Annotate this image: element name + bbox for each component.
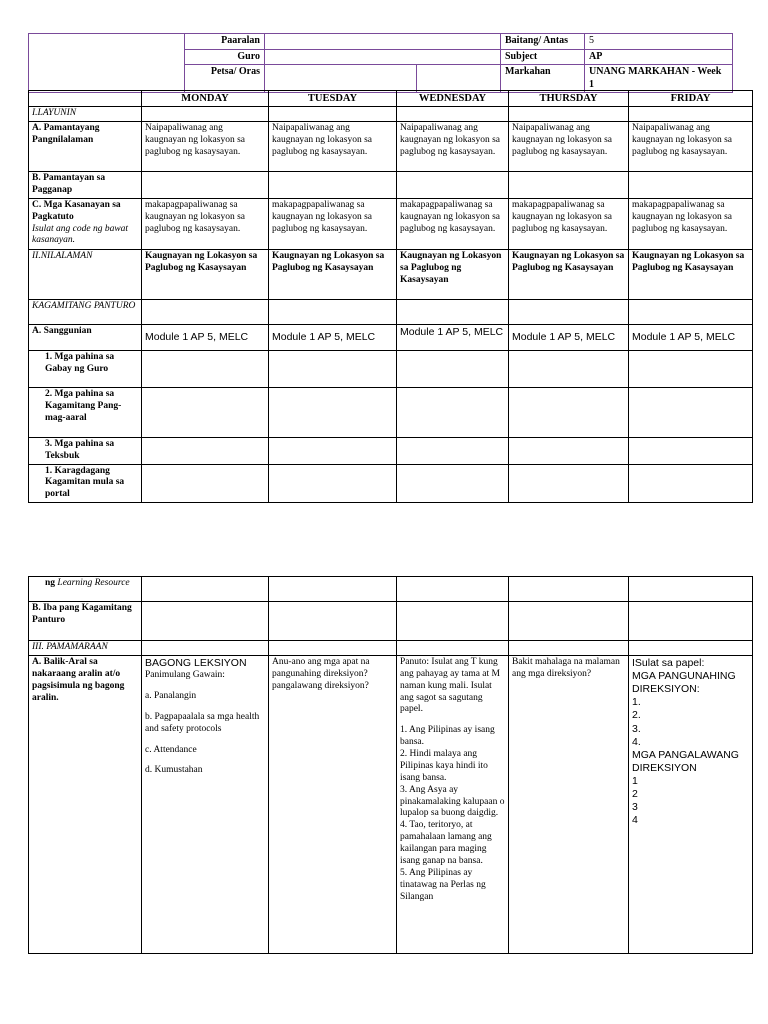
wednesday-item: 1. Ang Pilipinas ay isang bansa.: [400, 725, 495, 748]
lesson-plan-table: [28, 90, 753, 503]
sanggunian-label: A. Sanggunian: [29, 324, 142, 350]
friday-line1: ISulat sa papel:: [632, 656, 705, 669]
kagamitan-heading: KAGAMITANG PANTURO: [29, 299, 142, 324]
monday-item-d: d. Kumustahan: [145, 765, 203, 776]
monday-title: BAGONG LEKSIYON: [145, 656, 247, 669]
module-thursday: Module 1 AP 5, MELC: [509, 324, 629, 350]
day-tuesday: TUESDAY: [269, 91, 397, 107]
header-logo-cell: [29, 34, 185, 93]
day-wednesday: WEDNESDAY: [397, 91, 509, 107]
monday-item-b: b. Pagpapaalala sa mga health and safety protocols: [145, 711, 260, 734]
kasanayan-monday: makapagpapaliwanag sa kaugnayan ng lokasyon sa paglubog ng kasaysayan.: [142, 198, 269, 249]
karagdagang-label: 1. Karagdagang Kagamitan mula sa portal: [29, 464, 142, 503]
friday-list1-item: 3.: [632, 722, 641, 735]
gabay-label: 1. Mga pahina sa Gabay ng Guro: [29, 350, 142, 387]
lesson-plan-table-continued: [28, 576, 753, 954]
balik-friday: [629, 655, 753, 953]
layunin-heading: I.LAYUNIN: [29, 107, 142, 122]
wednesday-item: 5. Ang Pilipinas ay tinatawag na Perlas ng Silangan: [400, 867, 486, 902]
subject-value: AP: [585, 49, 733, 65]
guro-label: Guro: [185, 49, 265, 65]
nilalaman-tuesday: Kaugnayan ng Lokasyon sa Paglubog ng Kasaysayan: [269, 249, 397, 299]
kasanayan-friday: makapagpapaliwanag sa kaugnayan ng lokasyon sa paglubog ng kasaysayan.: [629, 198, 753, 249]
petsa-label: Petsa/ Oras: [185, 65, 265, 93]
nilalaman-thursday: Kaugnayan ng Lokasyon sa Paglubog ng Kasaysayan: [509, 249, 629, 299]
pamantayang-friday: Naipapaliwanag ang kaugnayan ng lokasyon sa paglubog ng kasaysayan.: [629, 122, 753, 172]
baitang-label: Baitang/ Antas: [501, 34, 585, 50]
module-wednesday: Module 1 AP 5, MELC: [397, 324, 509, 350]
monday-item-c: c. Attendance: [145, 744, 197, 755]
pagganap-label: B. Pamantayan sa Pagganap: [29, 172, 142, 199]
kasanayan-thursday: makapagpapaliwanag sa kaugnayan ng lokasyon sa paglubog ng kasaysayan.: [509, 198, 629, 249]
pamamaraan-heading: III. PAMAMARAAN: [29, 641, 142, 656]
learning-resource-label: ng Learning Resource: [29, 577, 142, 602]
pamantayang-thursday: Naipapaliwanag ang kaugnayan ng lokasyon sa paglubog ng kasaysayan.: [509, 122, 629, 172]
friday-list1-item: 1.: [632, 696, 641, 709]
friday-list1-item: 4.: [632, 735, 641, 748]
wednesday-item: 3. Ang Asya ay pinakamalaking kalupaan o lupalop sa buong daigdig.: [400, 784, 505, 819]
nilalaman-wednesday: Kaugnayan ng Lokasyon sa Paglubog ng Kasaysayan: [397, 249, 509, 299]
module-friday: Module 1 AP 5, MELC: [629, 324, 753, 350]
friday-list2-item: 2: [632, 788, 638, 801]
subject-label: Subject: [501, 49, 585, 65]
monday-subtitle: Panimulang Gawain:: [145, 670, 225, 680]
markahan-label: Markahan: [501, 65, 585, 93]
monday-item-a: a. Panalangin: [145, 690, 197, 701]
wednesday-item: 4. Tao, teritoryo, at pamahalaan lamang ang kailangan para maging isang ganap na bansa.: [400, 820, 492, 866]
pamantayang-wednesday: Naipapaliwanag ang kaugnayan ng lokasyon sa paglubog ng kasaysayan.: [397, 122, 509, 172]
friday-list1-item: 2.: [632, 709, 641, 722]
oras-field[interactable]: [417, 65, 501, 93]
markahan-value: UNANG MARKAHAN - Week 1: [585, 65, 733, 93]
pamantayang-monday: Naipapaliwanag ang kaugnayan ng lokasyon sa paglubog ng kasaysayan.: [142, 122, 269, 172]
friday-line2: MGA PANGUNAHING DIREKSIYON:: [632, 670, 736, 696]
header-table: [28, 33, 733, 93]
balik-wednesday: [397, 655, 509, 953]
kasanayan-label: C. Mga Kasanayan sa Pagkatuto: [32, 199, 121, 222]
kasanayan-note: Isulat ang code ng bawat kasanayan.: [32, 223, 129, 246]
petsa-field[interactable]: [265, 65, 417, 93]
wednesday-item: 2. Hindi malaya ang Pilipinas kaya hindi ito isang bansa.: [400, 749, 488, 783]
paaralan-field[interactable]: [265, 34, 501, 50]
friday-list2-item: 3: [632, 801, 638, 814]
module-monday: Module 1 AP 5, MELC: [142, 324, 269, 350]
teksbuk-label: 3. Mga pahina sa Teksbuk: [29, 437, 142, 464]
baitang-value: 5: [585, 34, 733, 50]
day-monday: MONDAY: [142, 91, 269, 107]
pamantayang-tuesday: Naipapaliwanag ang kaugnayan ng lokasyon sa paglubog ng kasaysayan.: [269, 122, 397, 172]
friday-list2-item: 1: [632, 775, 638, 787]
module-tuesday: Module 1 AP 5, MELC: [269, 324, 397, 350]
nilalaman-friday: Kaugnayan ng Lokasyon sa Paglubog ng Kasaysayan: [629, 249, 753, 299]
balik-monday: [142, 655, 269, 953]
wednesday-intro: Panuto: Isulat ang T kung ang pahayag ay tama at M naman kung mali. Isulat ang sagot sa sagutang papel.: [400, 656, 500, 715]
nilalaman-heading: II.NILALAMAN: [29, 249, 142, 299]
balik-tuesday: Anu-ano ang mga apat na pangunahing direksiyon? pangalawang direksiyon?: [269, 655, 397, 953]
day-friday: FRIDAY: [629, 91, 753, 107]
paaralan-label: Paaralan: [185, 34, 265, 50]
kagamitang-label: 2. Mga pahina sa Kagamitang Pang-mag-aaral: [29, 387, 142, 437]
balik-thursday: Bakit mahalaga na malaman ang mga direksiyon?: [509, 655, 629, 953]
friday-line3: MGA PANGALAWANG DIREKSIYON: [632, 748, 739, 774]
guro-field[interactable]: [265, 49, 501, 65]
iba-label: B. Iba pang Kagamitang Panturo: [29, 602, 142, 641]
pamantayang-label: A. Pamantayang Pangnilalaman: [29, 122, 142, 172]
day-thursday: THURSDAY: [509, 91, 629, 107]
kasanayan-tuesday: makapagpapaliwanag sa kaugnayan ng lokasyon sa paglubog ng kasaysayan.: [269, 198, 397, 249]
kasanayan-cell: [29, 198, 142, 249]
balik-aral-label: A. Balik-Aral sa nakaraang aralin at/o pagsisimula ng bagong aralin.: [29, 655, 142, 953]
nilalaman-monday: Kaugnayan ng Lokasyon sa Paglubog ng Kasaysayan: [142, 249, 269, 299]
friday-list2-item: 4: [632, 814, 638, 827]
corner-cell: [29, 91, 142, 107]
kasanayan-wednesday: makapagpapaliwanag sa kaugnayan ng lokasyon sa paglubog ng kasaysayan.: [397, 198, 509, 249]
